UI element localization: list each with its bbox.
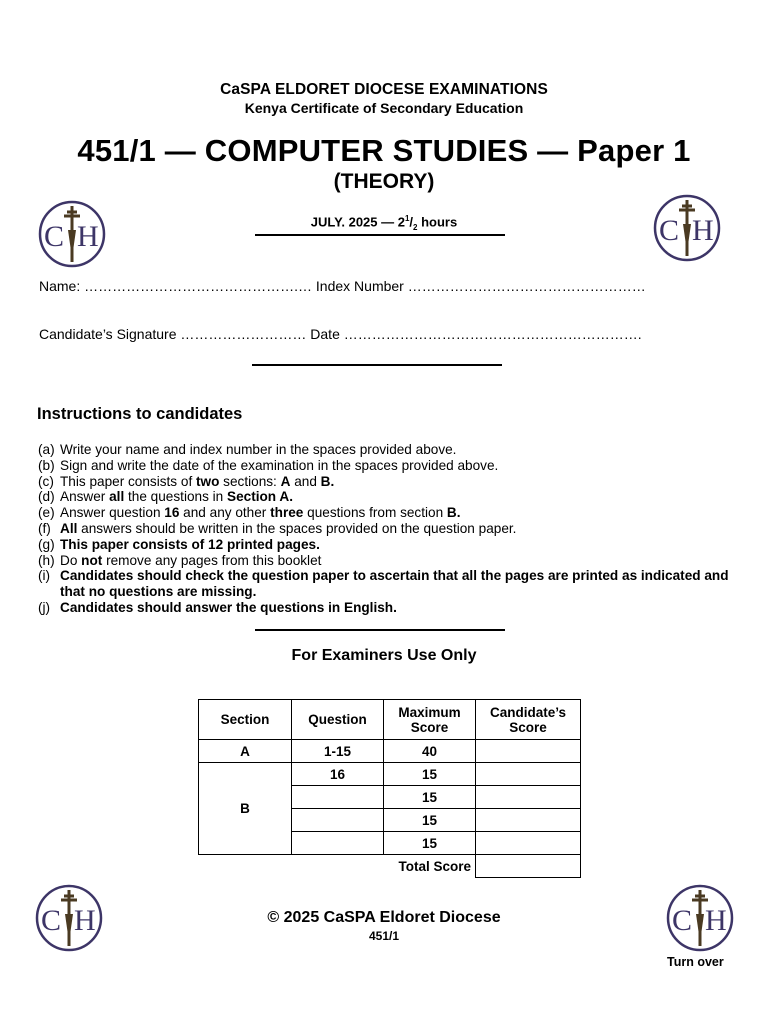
instruction-item [38,521,738,537]
max-score-cell: 40 [384,740,476,763]
instruction-label: (d) [38,489,55,505]
organization-name: CaSPA ELDORET DIOCESE EXAMINATIONS [220,81,548,98]
total-score-label: Total Score [398,858,471,874]
instruction-label: (f) [38,520,51,536]
total-row [199,855,581,878]
instruction-label: (i) [38,568,51,584]
duration-denominator: 2 [413,222,418,232]
instruction-text: Write your name and index number in the spaces provided above. [60,442,457,457]
question-cell[interactable] [292,809,384,832]
max-score-cell: 15 [384,809,476,832]
paper-title: 451/1 — COMPUTER STUDIES — Paper 1 [77,133,691,168]
instruction-item [38,553,738,569]
duration-slash: / [409,214,414,230]
col-max-score-header: Maximum Score [384,700,476,740]
max-score-cell: 15 [384,786,476,809]
svg-text:C: C [44,220,65,253]
duration-numerator: 1 [404,214,410,223]
instruction-text: This paper consists of two sections: A and B. [60,473,335,489]
instruction-label: (g) [38,536,55,552]
instruction-label: (j) [38,599,51,615]
copyright-notice: © 2025 CaSPA Eldoret Diocese [267,909,501,926]
candidate-score-cell[interactable] [476,809,581,832]
candidate-score-cell[interactable] [476,832,581,855]
svg-text:H: H [77,220,99,253]
instruction-label: (e) [38,505,55,521]
instruction-label: (h) [38,552,55,568]
col-question-header: Question [292,700,384,740]
duration-suffix: hours [417,214,458,230]
score-table [198,699,581,878]
candidate-score-cell[interactable] [476,786,581,809]
question-cell: 16 [292,763,384,786]
svg-text:C: C [659,214,680,247]
max-score-cell: 15 [384,832,476,855]
instruction-item [38,458,738,474]
certificate-name: Kenya Certificate of Secondary Education [244,100,524,116]
section-cell: A [199,740,292,763]
instruction-item [38,474,738,490]
svg-text:H: H [692,214,714,247]
question-cell[interactable] [292,786,384,809]
instruction-text: Candidates should check the question paper to ascertain that all the pages are printed as indicated and that no questions are missing. [60,568,729,600]
section-cell: B [199,763,292,855]
question-cell: 1-15 [292,740,384,763]
instruction-label: (a) [38,442,55,457]
table-row [199,763,581,786]
total-score-cell[interactable] [476,855,581,878]
svg-text:C: C [672,904,693,937]
examiners-heading: For Examiners Use Only [291,647,477,664]
instruction-item [38,568,738,600]
candidate-score-cell[interactable] [476,740,581,763]
divider-line [255,234,505,236]
diocese-logo [38,200,106,268]
instruction-text: This paper consists of 12 printed pages. [60,536,320,552]
instructions-list [38,442,738,616]
col-section-header: Section [199,700,292,740]
instruction-item [38,537,738,553]
divider-line [252,364,502,366]
svg-text:C: C [41,904,62,937]
table-row [199,740,581,763]
instructions-heading: Instructions to candidates [37,405,243,423]
instruction-text: Answer all the questions in Section A. [60,489,293,505]
divider-line [255,629,505,631]
instruction-item [38,489,738,505]
instruction-text: All answers should be written in the spaces provided on the question paper. [60,520,517,536]
question-cell[interactable] [292,832,384,855]
svg-text:H: H [74,904,96,937]
paper-code: 451/1 [368,929,400,943]
svg-text:H: H [705,904,727,937]
diocese-logo [653,194,721,262]
instruction-item [38,600,738,616]
col-candidate-score-header: Candidate’s Score [476,700,581,740]
table-header-row [199,700,581,740]
signature-date-field[interactable]: Candidate’s Signature ……………………… Date ………………………………………………………. [39,326,642,342]
paper-subtitle: (THEORY) [333,170,435,193]
instruction-text: Answer question 16 and any other three questions from section B. [60,505,461,521]
instruction-item [38,505,738,521]
instruction-text: Do not remove any pages from this booklet [60,552,322,568]
candidate-score-cell[interactable] [476,763,581,786]
instruction-label: (b) [38,457,55,473]
turn-over-note: Turn over [667,955,724,969]
instruction-text: Sign and write the date of the examination in the spaces provided above. [60,457,499,473]
instruction-item [38,442,738,458]
instruction-label: (c) [38,473,54,489]
instruction-text: Candidates should answer the questions in English. [60,599,397,615]
max-score-cell: 15 [384,763,476,786]
name-index-field[interactable]: Name: ……………………………………….… Index Number …………………………………………… [39,278,646,294]
date-prefix: JULY. 2025 — 2 [310,214,405,230]
